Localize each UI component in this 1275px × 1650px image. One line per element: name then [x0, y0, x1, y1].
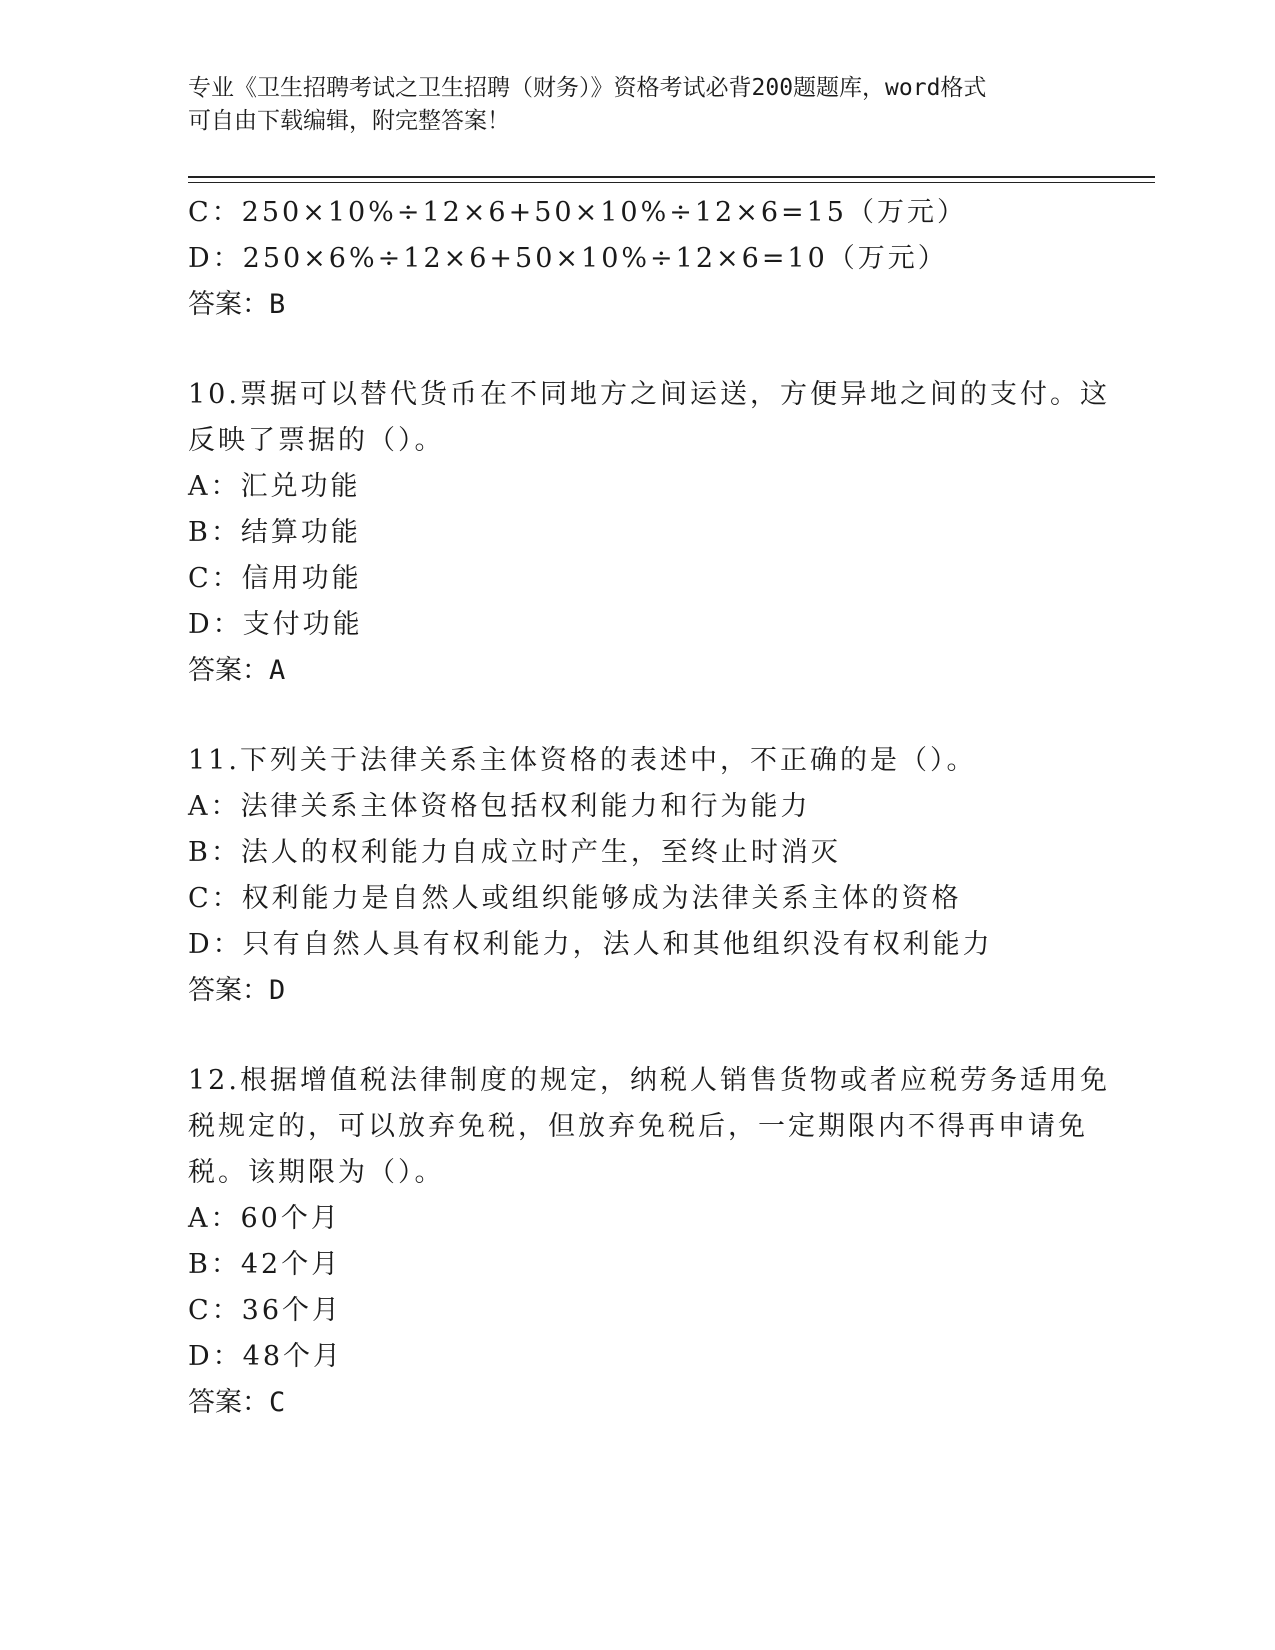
option-a: A：法律关系主体资格包括权利能力和行为能力	[188, 791, 811, 822]
question-11	[188, 738, 1088, 1014]
option-c: C：250×10%÷12×6+50×10%÷12×6=15（万元）	[188, 197, 967, 228]
question-stem-line: 11.下列关于法律关系主体资格的表述中，不正确的是（）。	[188, 745, 977, 776]
option-d: D：48个月	[188, 1341, 344, 1372]
answer-line: 答案：A	[188, 655, 286, 686]
spacer	[188, 694, 1088, 738]
document-header	[188, 72, 1088, 138]
option-c: C：信用功能	[188, 563, 362, 594]
option-b: B：结算功能	[188, 517, 361, 548]
question-9-continued	[188, 190, 1088, 328]
header-divider-thin	[188, 182, 1155, 183]
answer-line: 答案：C	[188, 1387, 286, 1418]
option-d: D：250×6%÷12×6+50×10%÷12×6=10（万元）	[188, 243, 948, 274]
question-stem-line: 12.根据增值税法律制度的规定，纳税人销售货物或者应税劳务适用免	[188, 1065, 1110, 1096]
option-d: D：支付功能	[188, 609, 363, 640]
option-b: B：42个月	[188, 1249, 342, 1280]
answer-line: 答案：B	[188, 289, 286, 320]
question-stem-line: 10.票据可以替代货币在不同地方之间运送，方便异地之间的支付。这	[188, 379, 1110, 410]
option-c: C：36个月	[188, 1295, 343, 1326]
question-stem-line: 税规定的，可以放弃免税，但放弃免税后，一定期限内不得再申请免	[188, 1111, 1088, 1142]
question-12	[188, 1058, 1110, 1426]
question-content	[188, 190, 1110, 1426]
spacer	[188, 328, 1088, 372]
question-stem-line: 税。该期限为（）。	[188, 1157, 445, 1188]
header-line-1: 专业《卫生招聘考试之卫生招聘（财务）》资格考试必背200题题库，word格式	[188, 75, 987, 101]
option-c: C：权利能力是自然人或组织能够成为法律关系主体的资格	[188, 883, 962, 914]
option-d: D：只有自然人具有权利能力，法人和其他组织没有权利能力	[188, 929, 993, 960]
option-a: A：60个月	[188, 1203, 341, 1234]
spacer	[188, 1014, 1088, 1058]
header-divider-thick	[188, 176, 1155, 178]
option-a: A：汇兑功能	[188, 471, 361, 502]
header-line-2: 可自由下载编辑，附完整答案！	[188, 108, 510, 134]
option-b: B：法人的权利能力自成立时产生，至终止时消灭	[188, 837, 841, 868]
question-10	[188, 372, 1110, 694]
question-stem-line: 反映了票据的（）。	[188, 425, 445, 456]
answer-line: 答案：D	[188, 975, 286, 1006]
